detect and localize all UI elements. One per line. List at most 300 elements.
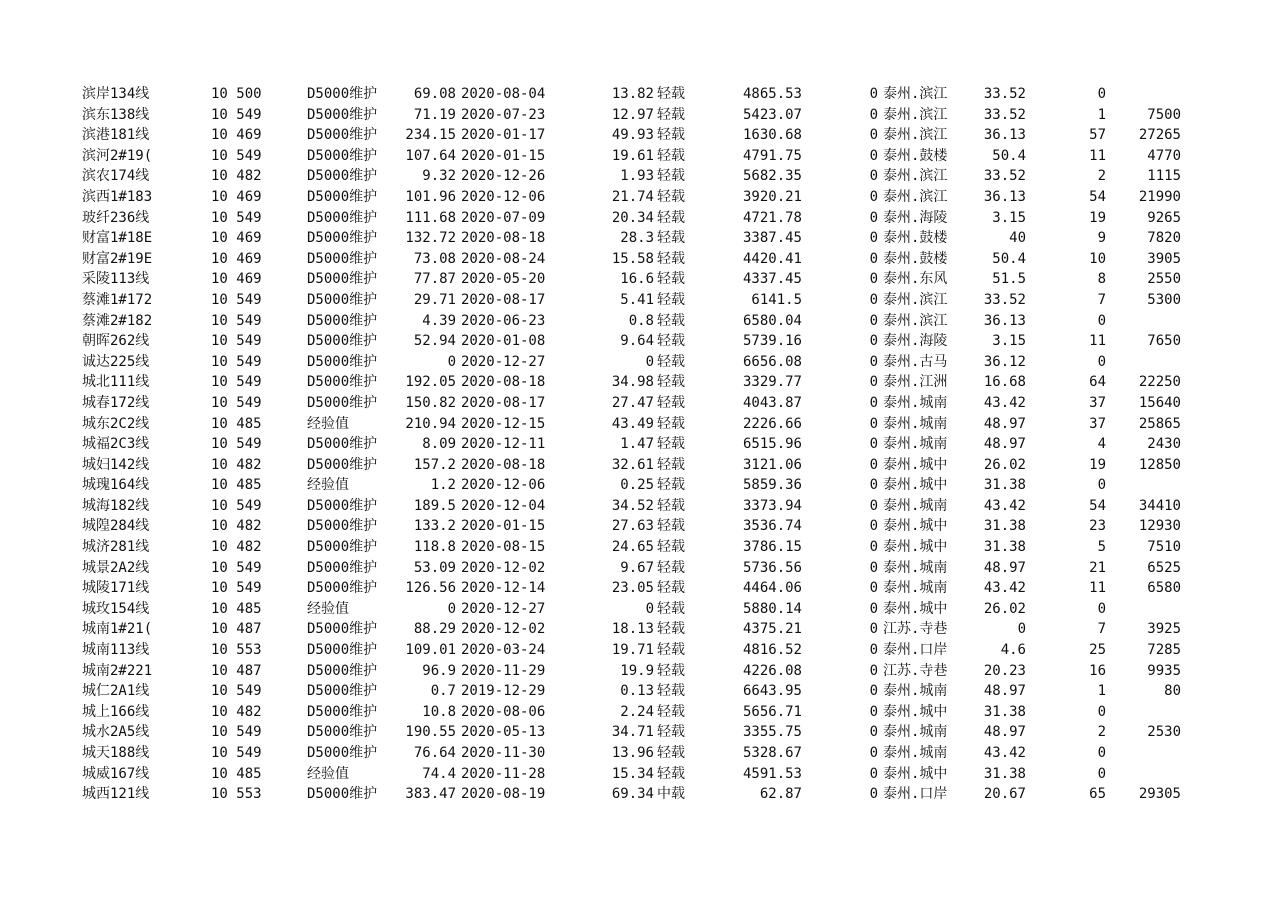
substation-cell: 泰州.滨江 — [883, 291, 948, 308]
substation-cell: 泰州.城中 — [883, 765, 948, 782]
zero-value-cell: 0 — [869, 312, 878, 329]
substation-cell: 泰州.城南 — [883, 724, 948, 741]
substation-cell: 泰州.城中 — [883, 600, 948, 617]
capacity-kva-cell: 6580 — [1147, 580, 1181, 597]
substation-rate-cell: 33.52 — [983, 106, 1026, 123]
substation-rate-cell: 0 — [1017, 621, 1026, 638]
line-name-cell: 城济281线 — [82, 539, 150, 556]
substation-rate-cell: 31.38 — [983, 477, 1026, 494]
substation-cell: 泰州.滨江 — [883, 106, 948, 123]
load-status-cell: 轻载 — [657, 559, 685, 576]
substation-rate-cell: 33.52 — [983, 86, 1026, 102]
load-rate-cell: 49.93 — [611, 127, 654, 144]
data-source-cell: D5000维护 — [307, 786, 378, 803]
voltage-code-cell: 10 553 — [211, 786, 262, 803]
voltage-code-cell: 10 500 — [211, 86, 262, 102]
line-name-cell: 城水2A5线 — [82, 724, 150, 741]
voltage-code-cell: 10 553 — [211, 642, 262, 659]
data-source-cell: D5000维护 — [307, 353, 378, 370]
load-value-cell: 71.19 — [413, 106, 456, 123]
user-count-cell: 64 — [1089, 374, 1106, 391]
record-date-cell: 2020-07-23 — [461, 106, 546, 123]
load-rate-cell: 0.25 — [620, 477, 654, 494]
record-date-cell: 2020-12-04 — [461, 497, 546, 514]
table-row — [0, 434, 1286, 455]
voltage-code-cell: 10 469 — [211, 230, 262, 247]
voltage-code-cell: 10 485 — [211, 415, 262, 432]
table-row — [0, 249, 1286, 270]
remaining-capacity-cell: 5656.71 — [742, 703, 802, 720]
table-row — [0, 537, 1286, 558]
substation-cell: 泰州.滨江 — [883, 168, 948, 185]
load-rate-cell: 23.05 — [611, 580, 654, 597]
load-rate-cell: 5.41 — [620, 291, 654, 308]
voltage-code-cell: 10 549 — [211, 333, 262, 350]
capacity-kva-cell: 1115 — [1147, 168, 1181, 185]
zero-value-cell: 0 — [869, 394, 878, 411]
capacity-kva-cell: 3905 — [1147, 250, 1181, 267]
voltage-code-cell: 10 549 — [211, 436, 262, 453]
voltage-code-cell: 10 549 — [211, 580, 262, 597]
substation-rate-cell: 33.52 — [983, 168, 1026, 185]
line-name-cell: 滨农174线 — [82, 168, 150, 185]
substation-cell: 江苏.寺巷 — [883, 621, 948, 638]
capacity-kva-cell: 7510 — [1147, 539, 1181, 556]
load-rate-cell: 19.9 — [620, 662, 654, 679]
remaining-capacity-cell: 6580.04 — [742, 312, 802, 329]
table-row — [0, 331, 1286, 352]
substation-rate-cell: 26.02 — [983, 456, 1026, 473]
zero-value-cell: 0 — [869, 765, 878, 782]
substation-cell: 泰州.滨江 — [883, 127, 948, 144]
record-date-cell: 2020-07-09 — [461, 209, 546, 226]
data-source-cell: D5000维护 — [307, 209, 378, 226]
zero-value-cell: 0 — [869, 662, 878, 679]
load-value-cell: 126.56 — [405, 580, 456, 597]
table-row — [0, 393, 1286, 414]
load-value-cell: 150.82 — [405, 394, 456, 411]
table-row — [0, 352, 1286, 373]
data-source-cell: D5000维护 — [307, 230, 378, 247]
record-date-cell: 2020-11-28 — [461, 765, 546, 782]
load-status-cell: 轻载 — [657, 436, 685, 453]
load-value-cell: 118.8 — [413, 539, 456, 556]
line-name-cell: 滨港181线 — [82, 127, 150, 144]
voltage-code-cell: 10 549 — [211, 353, 262, 370]
record-date-cell: 2020-11-29 — [461, 662, 546, 679]
record-date-cell: 2020-08-15 — [461, 539, 546, 556]
remaining-capacity-cell: 3786.15 — [742, 539, 802, 556]
user-count-cell: 4 — [1097, 436, 1106, 453]
load-value-cell: 96.9 — [422, 662, 456, 679]
zero-value-cell: 0 — [869, 271, 878, 288]
spreadsheet-print-page — [0, 84, 1286, 805]
substation-rate-cell: 43.42 — [983, 394, 1026, 411]
load-status-cell: 轻载 — [657, 765, 685, 782]
remaining-capacity-cell: 1630.68 — [742, 127, 802, 144]
data-source-cell: D5000维护 — [307, 436, 378, 453]
table-row — [0, 475, 1286, 496]
data-source-cell: D5000维护 — [307, 703, 378, 720]
load-status-cell: 轻载 — [657, 291, 685, 308]
user-count-cell: 54 — [1089, 497, 1106, 514]
load-rate-cell: 2.24 — [620, 703, 654, 720]
voltage-code-cell: 10 487 — [211, 662, 262, 679]
voltage-code-cell: 10 549 — [211, 106, 262, 123]
voltage-code-cell: 10 482 — [211, 456, 262, 473]
user-count-cell: 1 — [1097, 683, 1106, 700]
substation-cell: 泰州.城中 — [883, 539, 948, 556]
load-status-cell: 轻载 — [657, 642, 685, 659]
record-date-cell: 2020-12-27 — [461, 600, 546, 617]
substation-cell: 泰州.海陵 — [883, 209, 948, 226]
table-row — [0, 722, 1286, 743]
line-name-cell: 城南1#21( — [82, 621, 153, 638]
line-name-cell: 城南2#221 — [82, 662, 153, 679]
load-status-cell: 轻载 — [657, 724, 685, 741]
capacity-kva-cell: 27265 — [1138, 127, 1181, 144]
record-date-cell: 2019-12-29 — [461, 683, 546, 700]
voltage-code-cell: 10 469 — [211, 188, 262, 205]
table-row — [0, 208, 1286, 229]
line-name-cell: 城上166线 — [82, 703, 150, 720]
user-count-cell: 19 — [1089, 209, 1106, 226]
load-value-cell: 29.71 — [413, 291, 456, 308]
substation-cell: 泰州.城中 — [883, 518, 948, 535]
load-rate-cell: 9.67 — [620, 559, 654, 576]
load-rate-cell: 16.6 — [620, 271, 654, 288]
remaining-capacity-cell: 3121.06 — [742, 456, 802, 473]
load-value-cell: 76.64 — [413, 745, 456, 761]
user-count-cell: 19 — [1089, 456, 1106, 473]
user-count-cell: 9 — [1097, 230, 1106, 247]
load-status-cell: 轻载 — [657, 539, 685, 556]
load-status-cell: 轻载 — [657, 271, 685, 288]
data-source-cell: D5000维护 — [307, 271, 378, 288]
zero-value-cell: 0 — [869, 703, 878, 720]
record-date-cell: 2020-08-18 — [461, 374, 546, 391]
load-value-cell: 132.72 — [405, 230, 456, 247]
zero-value-cell: 0 — [869, 600, 878, 617]
zero-value-cell: 0 — [869, 683, 878, 700]
substation-cell: 泰州.鼓楼 — [883, 230, 948, 247]
substation-cell: 泰州.城中 — [883, 703, 948, 720]
zero-value-cell: 0 — [869, 106, 878, 123]
data-source-cell: D5000维护 — [307, 333, 378, 350]
remaining-capacity-cell: 4337.45 — [742, 271, 802, 288]
voltage-code-cell: 10 549 — [211, 312, 262, 329]
capacity-kva-cell: 12930 — [1138, 518, 1181, 535]
voltage-code-cell: 10 482 — [211, 539, 262, 556]
zero-value-cell: 0 — [869, 518, 878, 535]
remaining-capacity-cell: 5423.07 — [742, 106, 802, 123]
table-row — [0, 516, 1286, 537]
load-status-cell: 轻载 — [657, 230, 685, 247]
table-row — [0, 311, 1286, 332]
data-source-cell: D5000维护 — [307, 745, 378, 761]
user-count-cell: 0 — [1097, 703, 1106, 720]
load-status-cell: 轻载 — [657, 127, 685, 144]
record-date-cell: 2020-12-06 — [461, 477, 546, 494]
line-name-cell: 城福2C3线 — [82, 436, 150, 453]
load-value-cell: 1.2 — [430, 477, 456, 494]
remaining-capacity-cell: 3920.21 — [742, 188, 802, 205]
remaining-capacity-cell: 4791.75 — [742, 147, 802, 164]
record-date-cell: 2020-05-13 — [461, 724, 546, 741]
voltage-code-cell: 10 549 — [211, 497, 262, 514]
data-source-cell: D5000维护 — [307, 539, 378, 556]
remaining-capacity-cell: 5859.36 — [742, 477, 802, 494]
zero-value-cell: 0 — [869, 580, 878, 597]
substation-rate-cell: 48.97 — [983, 436, 1026, 453]
data-source-cell: D5000维护 — [307, 642, 378, 659]
remaining-capacity-cell: 5736.56 — [742, 559, 802, 576]
line-name-cell: 蔡滩2#182 — [82, 312, 153, 329]
substation-rate-cell: 50.4 — [992, 250, 1026, 267]
data-source-cell: D5000维护 — [307, 312, 378, 329]
substation-rate-cell: 43.42 — [983, 745, 1026, 761]
line-name-cell: 诚达225线 — [82, 353, 150, 370]
zero-value-cell: 0 — [869, 250, 878, 267]
substation-rate-cell: 31.38 — [983, 765, 1026, 782]
zero-value-cell: 0 — [869, 230, 878, 247]
remaining-capacity-cell: 4226.08 — [742, 662, 802, 679]
load-status-cell: 轻载 — [657, 353, 685, 370]
remaining-capacity-cell: 6515.96 — [742, 436, 802, 453]
user-count-cell: 11 — [1089, 580, 1106, 597]
capacity-kva-cell: 7820 — [1147, 230, 1181, 247]
load-rate-cell: 18.13 — [611, 621, 654, 638]
voltage-code-cell: 10 482 — [211, 703, 262, 720]
data-source-cell: D5000维护 — [307, 497, 378, 514]
user-count-cell: 65 — [1089, 786, 1106, 803]
load-rate-cell: 19.61 — [611, 147, 654, 164]
voltage-code-cell: 10 482 — [211, 168, 262, 185]
load-value-cell: 74.4 — [422, 765, 456, 782]
zero-value-cell: 0 — [869, 127, 878, 144]
substation-rate-cell: 40 — [1009, 230, 1026, 247]
load-value-cell: 0 — [447, 600, 456, 617]
capacity-kva-cell: 7500 — [1147, 106, 1181, 123]
substation-rate-cell: 16.68 — [983, 374, 1026, 391]
line-name-cell: 城玫154线 — [82, 600, 150, 617]
substation-rate-cell: 48.97 — [983, 559, 1026, 576]
load-value-cell: 10.8 — [422, 703, 456, 720]
line-name-cell: 滨岸134线 — [82, 86, 150, 102]
record-date-cell: 2020-12-02 — [461, 559, 546, 576]
remaining-capacity-cell: 2226.66 — [742, 415, 802, 432]
user-count-cell: 0 — [1097, 86, 1106, 102]
load-value-cell: 107.64 — [405, 147, 456, 164]
load-rate-cell: 13.96 — [611, 745, 654, 761]
data-source-cell: D5000维护 — [307, 456, 378, 473]
user-count-cell: 25 — [1089, 642, 1106, 659]
substation-cell: 泰州.城南 — [883, 394, 948, 411]
line-name-cell: 城景2A2线 — [82, 559, 150, 576]
data-source-cell: D5000维护 — [307, 683, 378, 700]
substation-cell: 泰州.城南 — [883, 436, 948, 453]
user-count-cell: 0 — [1097, 353, 1106, 370]
table-row — [0, 228, 1286, 249]
load-rate-cell: 69.34 — [611, 786, 654, 803]
data-source-cell: D5000维护 — [307, 724, 378, 741]
load-status-cell: 轻载 — [657, 477, 685, 494]
substation-rate-cell: 51.5 — [992, 271, 1026, 288]
substation-rate-cell: 48.97 — [983, 724, 1026, 741]
table-row — [0, 269, 1286, 290]
load-rate-cell: 27.47 — [611, 394, 654, 411]
record-date-cell: 2020-11-30 — [461, 745, 546, 761]
substation-rate-cell: 43.42 — [983, 580, 1026, 597]
capacity-kva-cell: 2530 — [1147, 724, 1181, 741]
data-source-cell: D5000维护 — [307, 86, 378, 102]
record-date-cell: 2020-08-19 — [461, 786, 546, 803]
substation-cell: 泰州.城南 — [883, 580, 948, 597]
data-source-cell: D5000维护 — [307, 250, 378, 267]
load-status-cell: 轻载 — [657, 312, 685, 329]
line-name-cell: 城东2C2线 — [82, 415, 150, 432]
capacity-kva-cell: 3925 — [1147, 621, 1181, 638]
remaining-capacity-cell: 4591.53 — [742, 765, 802, 782]
record-date-cell: 2020-01-08 — [461, 333, 546, 350]
load-status-cell: 轻载 — [657, 374, 685, 391]
record-date-cell: 2020-12-06 — [461, 188, 546, 205]
user-count-cell: 0 — [1097, 477, 1106, 494]
remaining-capacity-cell: 4816.52 — [742, 642, 802, 659]
table-row — [0, 681, 1286, 702]
load-value-cell: 189.5 — [413, 497, 456, 514]
load-rate-cell: 15.34 — [611, 765, 654, 782]
load-rate-cell: 0 — [645, 353, 654, 370]
load-status-cell: 中载 — [657, 786, 685, 803]
load-status-cell: 轻载 — [657, 147, 685, 164]
line-name-cell: 城南113线 — [82, 642, 150, 659]
zero-value-cell: 0 — [869, 497, 878, 514]
load-value-cell: 77.87 — [413, 271, 456, 288]
record-date-cell: 2020-05-20 — [461, 271, 546, 288]
record-date-cell: 2020-12-27 — [461, 353, 546, 370]
data-source-cell: D5000维护 — [307, 394, 378, 411]
substation-rate-cell: 31.38 — [983, 539, 1026, 556]
zero-value-cell: 0 — [869, 539, 878, 556]
line-name-cell: 滨河2#19( — [82, 147, 153, 164]
capacity-kva-cell: 4770 — [1147, 147, 1181, 164]
remaining-capacity-cell: 3373.94 — [742, 497, 802, 514]
load-status-cell: 轻载 — [657, 497, 685, 514]
load-rate-cell: 32.61 — [611, 456, 654, 473]
remaining-capacity-cell: 6656.08 — [742, 353, 802, 370]
record-date-cell: 2020-01-17 — [461, 127, 546, 144]
load-status-cell: 轻载 — [657, 86, 685, 102]
voltage-code-cell: 10 485 — [211, 477, 262, 494]
load-value-cell: 4.39 — [422, 312, 456, 329]
substation-cell: 泰州.东风 — [883, 271, 948, 288]
line-name-cell: 城陵171线 — [82, 580, 150, 597]
voltage-code-cell: 10 549 — [211, 374, 262, 391]
line-name-cell: 城西121线 — [82, 786, 150, 803]
substation-cell: 泰州.城南 — [883, 559, 948, 576]
load-status-cell: 轻载 — [657, 683, 685, 700]
zero-value-cell: 0 — [869, 86, 878, 102]
data-source-cell: D5000维护 — [307, 518, 378, 535]
substation-cell: 泰州.滨江 — [883, 86, 948, 102]
load-rate-cell: 12.97 — [611, 106, 654, 123]
capacity-kva-cell: 12850 — [1138, 456, 1181, 473]
data-source-cell: 经验值 — [307, 765, 349, 782]
line-name-cell: 财富1#18E — [82, 230, 153, 247]
remaining-capacity-cell: 6643.95 — [742, 683, 802, 700]
load-status-cell: 轻载 — [657, 394, 685, 411]
load-status-cell: 轻载 — [657, 745, 685, 761]
substation-cell: 泰州.口岸 — [883, 786, 948, 803]
table-row — [0, 558, 1286, 579]
user-count-cell: 21 — [1089, 559, 1106, 576]
substation-rate-cell: 20.23 — [983, 662, 1026, 679]
load-status-cell: 轻载 — [657, 621, 685, 638]
line-name-cell: 城威167线 — [82, 765, 150, 782]
remaining-capacity-cell: 5682.35 — [742, 168, 802, 185]
table-row — [0, 125, 1286, 146]
load-rate-cell: 43.49 — [611, 415, 654, 432]
zero-value-cell: 0 — [869, 642, 878, 659]
load-value-cell: 157.2 — [413, 456, 456, 473]
remaining-capacity-cell: 6141.5 — [751, 291, 802, 308]
load-status-cell: 轻载 — [657, 580, 685, 597]
zero-value-cell: 0 — [869, 621, 878, 638]
line-name-cell: 玻纤236线 — [82, 209, 150, 226]
user-count-cell: 2 — [1097, 168, 1106, 185]
data-source-cell: D5000维护 — [307, 580, 378, 597]
record-date-cell: 2020-08-24 — [461, 250, 546, 267]
load-status-cell: 轻载 — [657, 415, 685, 432]
zero-value-cell: 0 — [869, 353, 878, 370]
load-status-cell: 轻载 — [657, 333, 685, 350]
load-rate-cell: 34.52 — [611, 497, 654, 514]
capacity-kva-cell: 15640 — [1138, 394, 1181, 411]
data-source-cell: 经验值 — [307, 415, 349, 432]
load-rate-cell: 24.65 — [611, 539, 654, 556]
table-row — [0, 702, 1286, 723]
substation-rate-cell: 36.13 — [983, 312, 1026, 329]
substation-rate-cell: 36.13 — [983, 127, 1026, 144]
capacity-kva-cell: 34410 — [1138, 497, 1181, 514]
capacity-kva-cell: 9935 — [1147, 662, 1181, 679]
load-rate-cell: 9.64 — [620, 333, 654, 350]
zero-value-cell: 0 — [869, 724, 878, 741]
capacity-kva-cell: 5300 — [1147, 291, 1181, 308]
line-name-cell: 采陵113线 — [82, 271, 150, 288]
load-value-cell: 234.15 — [405, 127, 456, 144]
voltage-code-cell: 10 469 — [211, 127, 262, 144]
record-date-cell: 2020-08-18 — [461, 456, 546, 473]
record-date-cell: 2020-12-15 — [461, 415, 546, 432]
load-value-cell: 0.7 — [430, 683, 456, 700]
voltage-code-cell: 10 485 — [211, 600, 262, 617]
load-rate-cell: 19.71 — [611, 642, 654, 659]
line-name-cell: 蔡滩1#172 — [82, 291, 153, 308]
substation-cell: 泰州.滨江 — [883, 188, 948, 205]
capacity-kva-cell: 6525 — [1147, 559, 1181, 576]
substation-cell: 泰州.城中 — [883, 477, 948, 494]
load-value-cell: 0 — [447, 353, 456, 370]
substation-rate-cell: 4.6 — [1000, 642, 1026, 659]
load-rate-cell: 0.13 — [620, 683, 654, 700]
substation-rate-cell: 33.52 — [983, 291, 1026, 308]
record-date-cell: 2020-01-15 — [461, 147, 546, 164]
capacity-kva-cell: 25865 — [1138, 415, 1181, 432]
substation-rate-cell: 43.42 — [983, 497, 1026, 514]
voltage-code-cell: 10 549 — [211, 291, 262, 308]
